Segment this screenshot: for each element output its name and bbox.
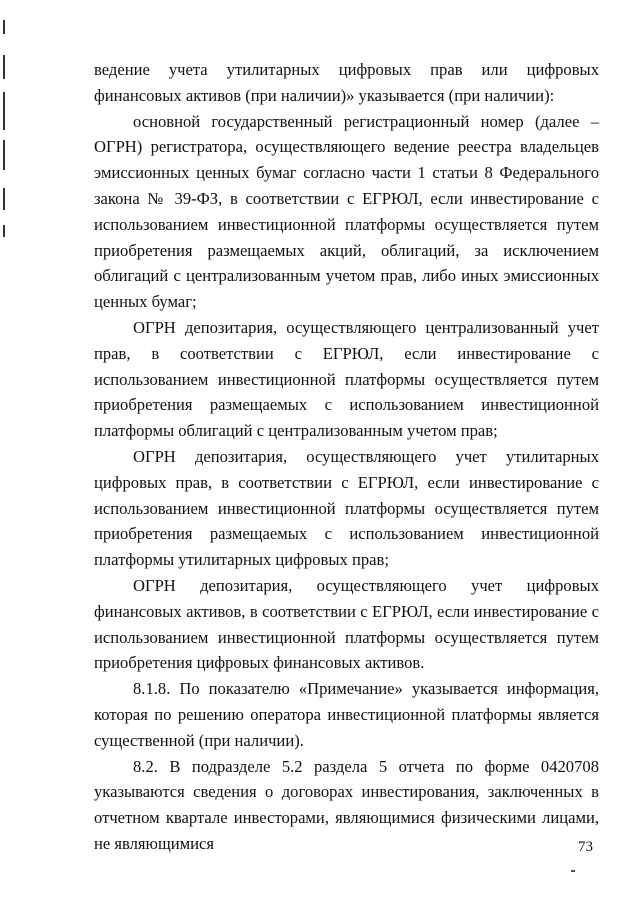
- scan-margin-mark: [3, 140, 5, 170]
- scan-artifact: [571, 870, 575, 872]
- body-text: [94, 57, 599, 857]
- scan-margin-mark: [3, 188, 5, 210]
- paragraph-depository-utilitarian: ОГРН депозитария, осуществляющего учет утилитарных цифровых прав, в соответствии с ЕГРЮЛ, если инвестирование с использованием инвестиционной платформы осуществляется путем приобретения размещаемых с использованием инвестиционной платформы утилитарных цифровых прав;: [94, 446, 599, 570]
- paragraph-depository-digital-assets: ОГРН депозитария, осуществляющего учет цифровых финансовых активов, в соответствии с ЕГРЮЛ, если инвестирование с использованием инвестиционной платформы осуществляется путем приобретения цифровых финансовых активов.: [94, 575, 599, 673]
- scan-margin-mark: [3, 92, 5, 130]
- paragraph-8-1-8: 8.1.8. По показателю «Примечание» указывается информация, которая по решению оператора инвестиционной платформы является существенной (при наличии).: [94, 679, 599, 750]
- paragraph-depository-centralized: ОГРН депозитария, осуществляющего централизованный учет прав, в соответствии с ЕГРЮЛ, если инвестирование с использованием инвестиционной платформы осуществляется путем приобретения размещаемых с использованием инвестиционной платформы облигаций с централизованным учетом прав;: [94, 317, 599, 441]
- scan-margin-mark: [3, 20, 5, 34]
- scan-margin-mark: [3, 55, 5, 79]
- paragraph-8-2: 8.2. В подразделе 5.2 раздела 5 отчета по форме 0420708 указываются сведения о договорах инвестирования, заключенных в отчетном квартале инвесторами, являющимися физическими лицами, не являющимися: [94, 756, 599, 853]
- scan-margin-mark: [3, 225, 5, 237]
- paragraph-registrar-ogrn: основной государственный регистрационный номер (далее – ОГРН) регистратора, осуществляющего ведение реестра владельцев эмиссионных ценных бумаг согласно части 1 статьи 8 Федерального закона № 39-ФЗ, в соответствии с ЕГРЮЛ, если инвестирование с использованием инвестиционной платформы осуществляется путем приобретения размещаемых акций, облигаций, за исключением облигаций с централизованным учетом прав, либо иных эмиссионных ценных бумаг;: [94, 111, 599, 312]
- paragraph-continuation: ведение учета утилитарных цифровых прав или цифровых финансовых активов (при наличии)» указывается (при наличии):: [94, 60, 599, 105]
- page-number: 73: [578, 839, 593, 855]
